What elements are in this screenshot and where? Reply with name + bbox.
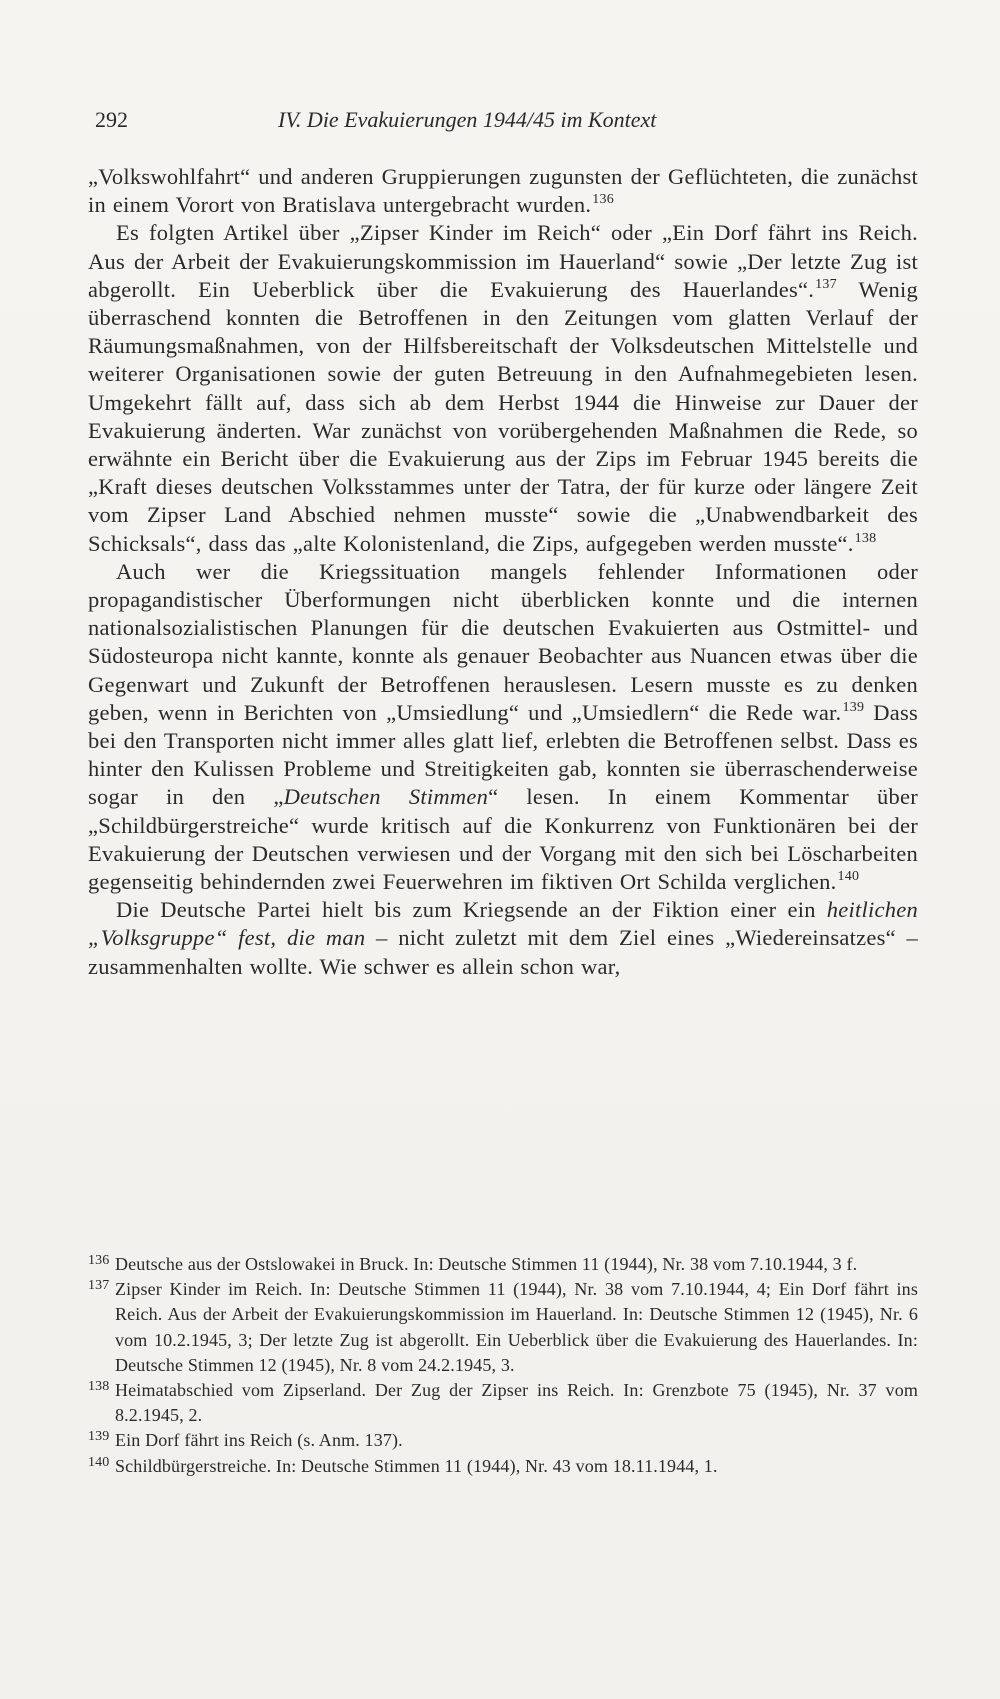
running-title: IV. Die Evakuierungen 1944/45 im Kontext	[278, 107, 657, 132]
emphasis-text: Deutschen Stimmen	[283, 784, 489, 810]
paragraph-1	[88, 163, 918, 219]
footnote	[88, 1378, 918, 1428]
footnote-number: 139	[88, 1429, 110, 1445]
page-header	[95, 100, 915, 140]
footnote-text: Ein Dorf fährt ins Reich (s. Anm. 137).	[115, 1430, 403, 1451]
footnote-ref-137[interactable]: 137	[815, 276, 837, 292]
footnote-ref-139[interactable]: 139	[842, 699, 865, 715]
paragraph-text: Auch wer die Kriegssituation mangels fehlender Informationen oder propagandistischer Überformungen nicht überblicken konnte und die internen nationalsozialistischen Planungen für die deutschen Evakuierten aus Ostmittel- und Südosteuropa nicht kannte, konnte als genauer Beobachter aus Nuancen etwas über die Gegenwart und Zukunft der Betroffenen herauslesen. Lesern musste es zu denken geben, wenn in Berichten von „Umsiedlung“ und „Umsiedlern“ die Rede war.	[88, 558, 918, 725]
footnote-text: Deutsche aus der Ostslowakei in Bruck. In: Deutsche Stimmen 11 (1944), Nr. 38 vom 7.10.1944, 3 f.	[115, 1254, 858, 1274]
footnote-text: Schildbürgerstreiche. In: Deutsche Stimmen 11 (1944), Nr. 43 vom 18.11.1944, 1.	[115, 1455, 718, 1476]
footnote-number: 140	[88, 1454, 110, 1470]
footnote-ref-140[interactable]: 140	[837, 869, 860, 885]
paragraph-text: Wenig überraschend konnten die Betroffenen in den Zeitungen vom glatten Verlauf der Räumungsmaßnahmen, von der Hilfsbereitschaft der Volksdeutschen Mittelstelle und weiterer Organisationen sowie der guten Betreuung in den Aufnahmegebieten lesen. Umgekehrt fällt auf, dass sich ab dem Herbst 1944 die Hinweise zur Dauer der Evakuierung änderten. War zunächst von vorübergehenden Maßnahmen die Rede, so erwähnte ein Bericht über die Evakuierung aus der Zips im Februar 1945 bereits die „Kraft dieses deutschen Volksstammes unter der Tatra, der für kurze oder längere Zeit vom Zipser Land Abschied nehmen musste“ sowie die „Unabwendbarkeit des Schicksals“, dass das „alte Kolonistenland, die Zips, aufgegeben werden musste“.	[88, 276, 918, 556]
paragraph-text: Dass bei den Transporten nicht immer alles glatt lief, erlebten die Betroffenen selbst. Dass es hinter den Kulissen Probleme und Streitigkeiten gab, konnten sie überraschenderweise sogar in den „	[88, 699, 918, 810]
footnote-ref-136[interactable]: 136	[592, 192, 615, 208]
footnote	[88, 1454, 918, 1479]
footnotes	[88, 1252, 918, 1479]
footnote-text: Zipser Kinder im Reich. In: Deutsche Stimmen 11 (1944), Nr. 38 vom 7.10.1944, 4; Ein Dorf fährt ins Reich. Aus der Arbeit der Evakuierungskommission im Hauerland. In: Deutsche Stimmen 12 (1945), Nr. 6 vom 10.2.1945, 3; Der letzte Zug ist abgerollt. Ein Ueberblick über die Evakuierung des Hauerlandes. In: Deutsche Stimmen 12 (1945), Nr. 8 vom 24.2.1945, 3.	[115, 1279, 918, 1375]
paragraph-text: “ lesen. In einem Kommentar über „Schildbürgerstreiche“ wurde kritisch auf die Konkurrenz von Funktionären bei der Evakuierung der Deutschen verwiesen und der Vorgang mit den sich bei Löscharbeiten gegenseitig behindernden zwei Feuerwehren im fiktiven Ort Schilda verglichen.	[88, 784, 919, 895]
footnote-number: 137	[88, 1278, 110, 1294]
footnote	[88, 1277, 918, 1378]
footnote-number: 138	[88, 1379, 110, 1395]
emphasis-text: heitlichen „Volksgruppe“ fest, die man	[88, 897, 918, 951]
footnote-ref-138[interactable]: 138	[854, 530, 877, 546]
main-text	[88, 163, 918, 981]
page-number: 292	[95, 107, 128, 132]
paragraph-text: – nicht zuletzt mit dem Ziel eines „Wiedereinsatzes“ – zusammenhalten wollte. Wie schwer es allein schon war,	[88, 925, 918, 979]
paragraph-2	[88, 219, 918, 557]
footnote-text: Heimatabschied vom Zipserland. Der Zug der Zipser ins Reich. In: Grenzbote 75 (1945), Nr. 37 vom 8.2.1945, 2.	[115, 1380, 918, 1426]
paragraph-text: Es folgten Artikel über „Zipser Kinder im Reich“ oder „Ein Dorf fährt ins Reich. Aus der Arbeit der Evakuierungskommission im Hauerland“ sowie „Der letzte Zug ist abgerollt. Ein Ueberblick über die Evakuierung des Hauerlandes“.	[88, 220, 918, 302]
footnote	[88, 1252, 918, 1277]
paragraph-3	[88, 558, 918, 896]
paragraph-4	[88, 896, 918, 981]
paragraph-text: Die Deutsche Partei hielt bis zum Kriegsende an der Fiktion einer ein	[116, 897, 816, 923]
footnote	[88, 1428, 918, 1453]
footnote-number: 136	[88, 1253, 110, 1268]
paragraph-text: „Volkswohlfahrt“ und anderen Gruppierungen zugunsten der Geflüchteten, die zunächst in einem Vorort von Bratislava untergebracht wurden.	[88, 164, 918, 218]
